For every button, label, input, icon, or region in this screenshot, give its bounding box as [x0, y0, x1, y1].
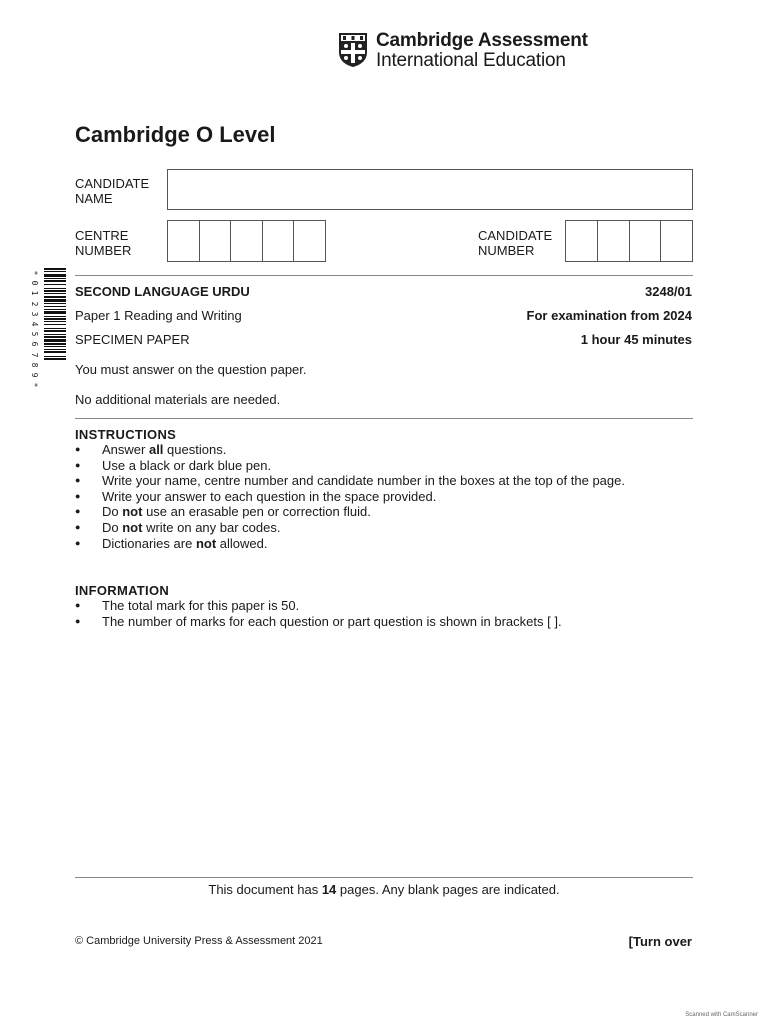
- digit-box[interactable]: [231, 221, 263, 261]
- exam-duration: 1 hour 45 minutes: [580, 332, 692, 347]
- digit-box[interactable]: [168, 221, 200, 261]
- barcode-bar: [44, 339, 66, 342]
- instruction-item: ● Do not write on any bar codes.: [75, 520, 625, 536]
- barcode-bar: [44, 346, 66, 347]
- barcode-bar: [44, 358, 66, 360]
- centre-number-label: CENTRE NUMBER: [75, 228, 132, 258]
- barcode-bar: [44, 330, 66, 332]
- page-count: 14: [321, 882, 337, 897]
- barcode-digit: 2: [30, 301, 40, 307]
- barcode-bar: [44, 280, 66, 282]
- information-heading: INFORMATION: [75, 583, 170, 598]
- page-count-note: This document has 14 pages. Any blank pages are indicated.: [208, 882, 560, 897]
- digit-box[interactable]: [598, 221, 630, 261]
- cambridge-logo: [338, 30, 588, 72]
- barcode-bar: [44, 321, 66, 322]
- barcode-bar: [44, 334, 66, 335]
- barcode-digit: 5: [30, 331, 40, 337]
- barcode-digit: *: [30, 382, 40, 388]
- instruction-item: ● Dictionaries are not allowed.: [75, 536, 625, 552]
- candidate-number-boxes[interactable]: [565, 220, 693, 262]
- barcode-digit: 1: [30, 291, 40, 296]
- org-name-line1: Cambridge Assessment: [376, 30, 588, 51]
- barcode-digit: *: [30, 270, 40, 276]
- digit-box[interactable]: [630, 221, 662, 261]
- candidate-name-box[interactable]: [167, 169, 693, 210]
- barcode-bar: [44, 309, 66, 310]
- divider-top: [75, 275, 693, 276]
- exam-from: For examination from 2024: [526, 308, 692, 323]
- org-name-line2: International Education: [376, 50, 566, 71]
- barcode-digit: 6: [30, 342, 40, 347]
- barcode-bar: [44, 336, 66, 338]
- barcode-digit: 4: [30, 321, 40, 327]
- barcode-bar: [44, 271, 66, 272]
- candidate-number-label: CANDIDATE NUMBER: [478, 228, 553, 258]
- digit-box[interactable]: [566, 221, 598, 261]
- barcode-bar: [44, 288, 66, 289]
- barcode-bar: [44, 349, 66, 350]
- copyright-notice: © Cambridge University Press & Assessment 2021: [75, 935, 323, 947]
- barcode-digit: 8: [30, 362, 40, 368]
- barcode-bar: [44, 311, 66, 314]
- barcode-bar: [44, 293, 66, 294]
- divider-middle: [75, 418, 693, 419]
- instruction-item: ● Answer all questions.: [75, 442, 625, 458]
- barcode-bar: [44, 316, 66, 317]
- shield-crest-icon: [338, 32, 368, 68]
- barcode-digit: 3: [30, 311, 40, 317]
- barcode-bar: [44, 299, 66, 302]
- instruction-item: ● Do not use an erasable pen or correction fluid.: [75, 504, 625, 520]
- barcode-bar: [44, 303, 66, 304]
- information-list: [75, 598, 562, 629]
- information-item: ● The number of marks for each question or part question is shown in brackets [ ].: [75, 614, 562, 630]
- barcode-bar: [44, 328, 66, 329]
- barcode-bar: [44, 306, 66, 307]
- materials-note: No additional materials are needed.: [75, 392, 281, 407]
- barcode-bar: [44, 296, 66, 298]
- barcode: [28, 268, 68, 392]
- paper-component: Paper 1 Reading and Writing: [75, 308, 242, 323]
- answer-note: You must answer on the question paper.: [75, 362, 307, 377]
- instruction-item: ● Write your name, centre number and candidate number in the boxes at the top of the page.: [75, 473, 625, 489]
- divider-bottom: [75, 877, 693, 878]
- scanner-watermark: Scanned with CamScanner: [685, 1012, 758, 1018]
- instruction-item: ● Write your answer to each question in the space provided.: [75, 489, 625, 505]
- subject-name: SECOND LANGUAGE URDU: [75, 284, 250, 299]
- instructions-heading: INSTRUCTIONS: [75, 427, 177, 442]
- centre-number-boxes[interactable]: [167, 220, 326, 262]
- barcode-bar: [44, 290, 66, 292]
- candidate-name-label: CANDIDATE NAME: [75, 176, 150, 206]
- barcode-bar: [44, 284, 66, 285]
- digit-box[interactable]: [294, 221, 325, 261]
- barcode-bar: [44, 268, 66, 270]
- page-title: Cambridge O Level: [75, 122, 276, 147]
- digit-box[interactable]: [263, 221, 295, 261]
- information-item: ● The total mark for this paper is 50.: [75, 598, 562, 614]
- instruction-item: ● Use a black or dark blue pen.: [75, 458, 625, 474]
- barcode-bar: [44, 343, 66, 345]
- turn-over-note: [Turn over: [628, 934, 692, 949]
- instructions-list: [75, 442, 625, 551]
- paper-code: 3248/01: [645, 284, 692, 299]
- barcode-digit: 0: [30, 280, 40, 286]
- barcode-bar: [44, 274, 66, 277]
- digit-box[interactable]: [661, 221, 692, 261]
- barcode-digits: [28, 268, 40, 390]
- barcode-bar: [44, 324, 66, 325]
- paper-type: SPECIMEN PAPER: [75, 332, 190, 347]
- digit-box[interactable]: [200, 221, 232, 261]
- barcode-bar: [44, 278, 66, 279]
- barcode-digit: 9: [30, 372, 40, 378]
- barcode-bar: [44, 356, 66, 357]
- barcode-bar: [44, 351, 66, 353]
- barcode-bar: [44, 318, 66, 320]
- barcode-digit: 7: [30, 352, 40, 358]
